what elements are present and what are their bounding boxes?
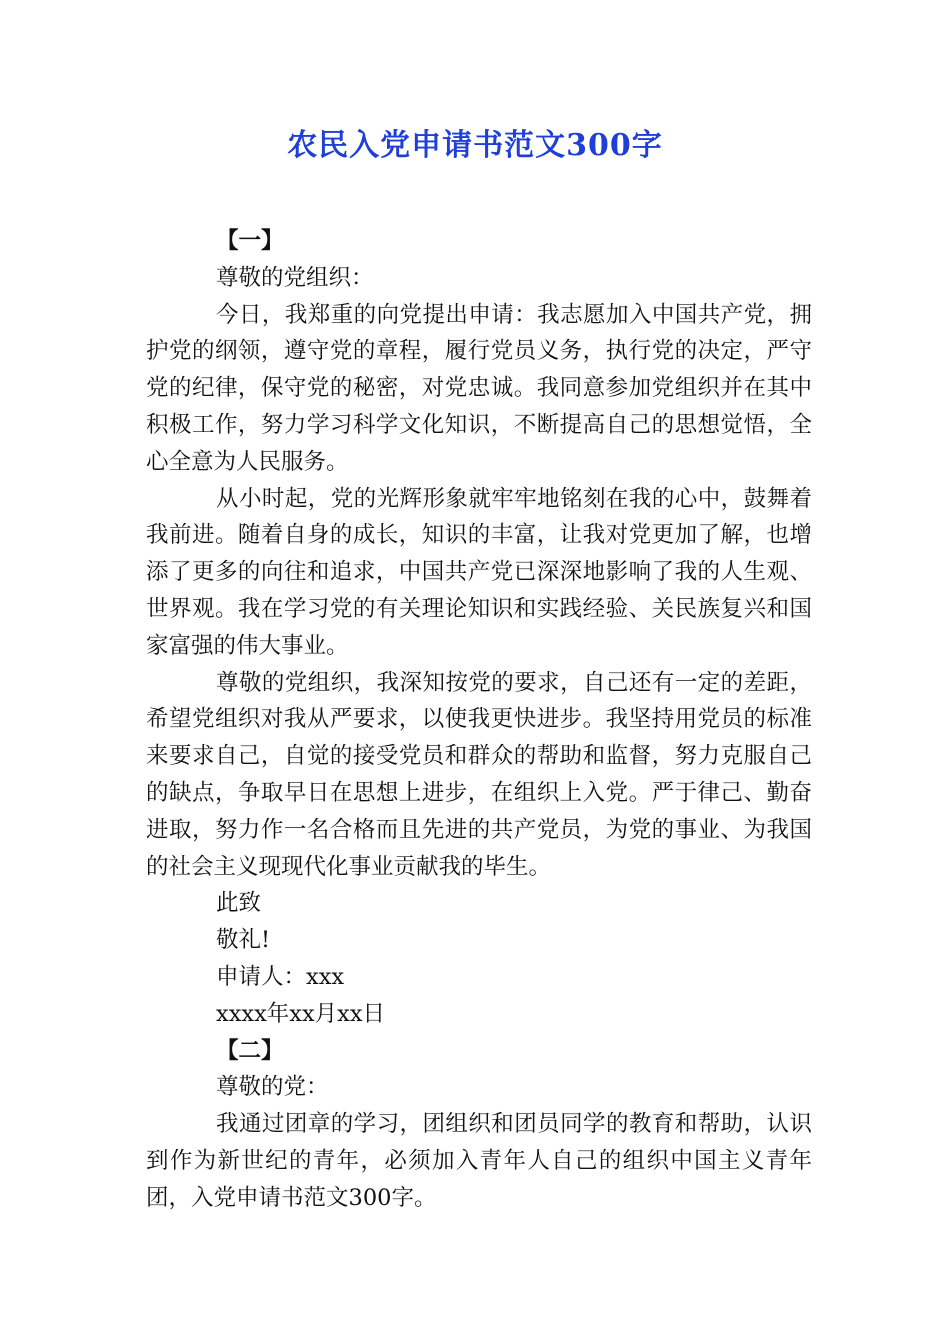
closing-line-2: 敬礼! — [216, 927, 271, 954]
date-line: xxxx年xx月xx日 — [216, 1000, 386, 1027]
applicant-line: 申请人：xxx — [216, 963, 345, 990]
document-title: 农民入党申请书范文300字 — [287, 128, 663, 163]
salutation-1: 尊敬的党组织： — [216, 264, 374, 291]
paragraph-1: 今日，我郑重的向党提出申请：我志愿加入中国共产党，拥护党的纲领，遵守党的章程，履行党员义务，执行党的决定，严守党的纪律，保守党的秘密，对党忠诚。我同意参加党组织并在其中积极工作，努力学习科学文化知识，不断提高自己的思想觉悟，全心全意为人民服务。 — [146, 301, 812, 475]
paragraph-2: 从小时起，党的光辉形象就牢牢地铭刻在我的心中，鼓舞着我前进。随着自身的成长，知识的丰富，让我对党更加了解，也增添了更多的向往和追求，中国共产党已深深地影响了我的人生观、世界观。我在学习党的有关理论知识和实践经验、关民族复兴和国家富强的伟大事业。 — [146, 485, 812, 659]
paragraph-3: 尊敬的党组织，我深知按党的要求，自己还有一定的差距，希望党组织对我从严要求，以使我更快进步。我坚持用党员的标准来要求自己，自觉的接受党员和群众的帮助和监督，努力克服自己的缺点，争取早日在思想上进步，在组织上入党。严于律己、勤奋进取，努力作一名合格而且先进的共产党员，为党的事业、为我国的社会主义现现代化事业贡献我的毕生。 — [146, 669, 812, 880]
document-body — [146, 223, 812, 1217]
closing-line-1: 此致 — [216, 890, 262, 917]
section-heading-2: 【二】 — [216, 1037, 284, 1064]
section-heading-1: 【一】 — [216, 228, 284, 254]
paragraph-4: 我通过团章的学习，团组织和团员同学的教育和帮助，认识到作为新世纪的青年，必须加入青年人自己的组织中国主义青年团，入党申请书范文300字。 — [146, 1111, 812, 1211]
salutation-2: 尊敬的党： — [216, 1074, 329, 1101]
